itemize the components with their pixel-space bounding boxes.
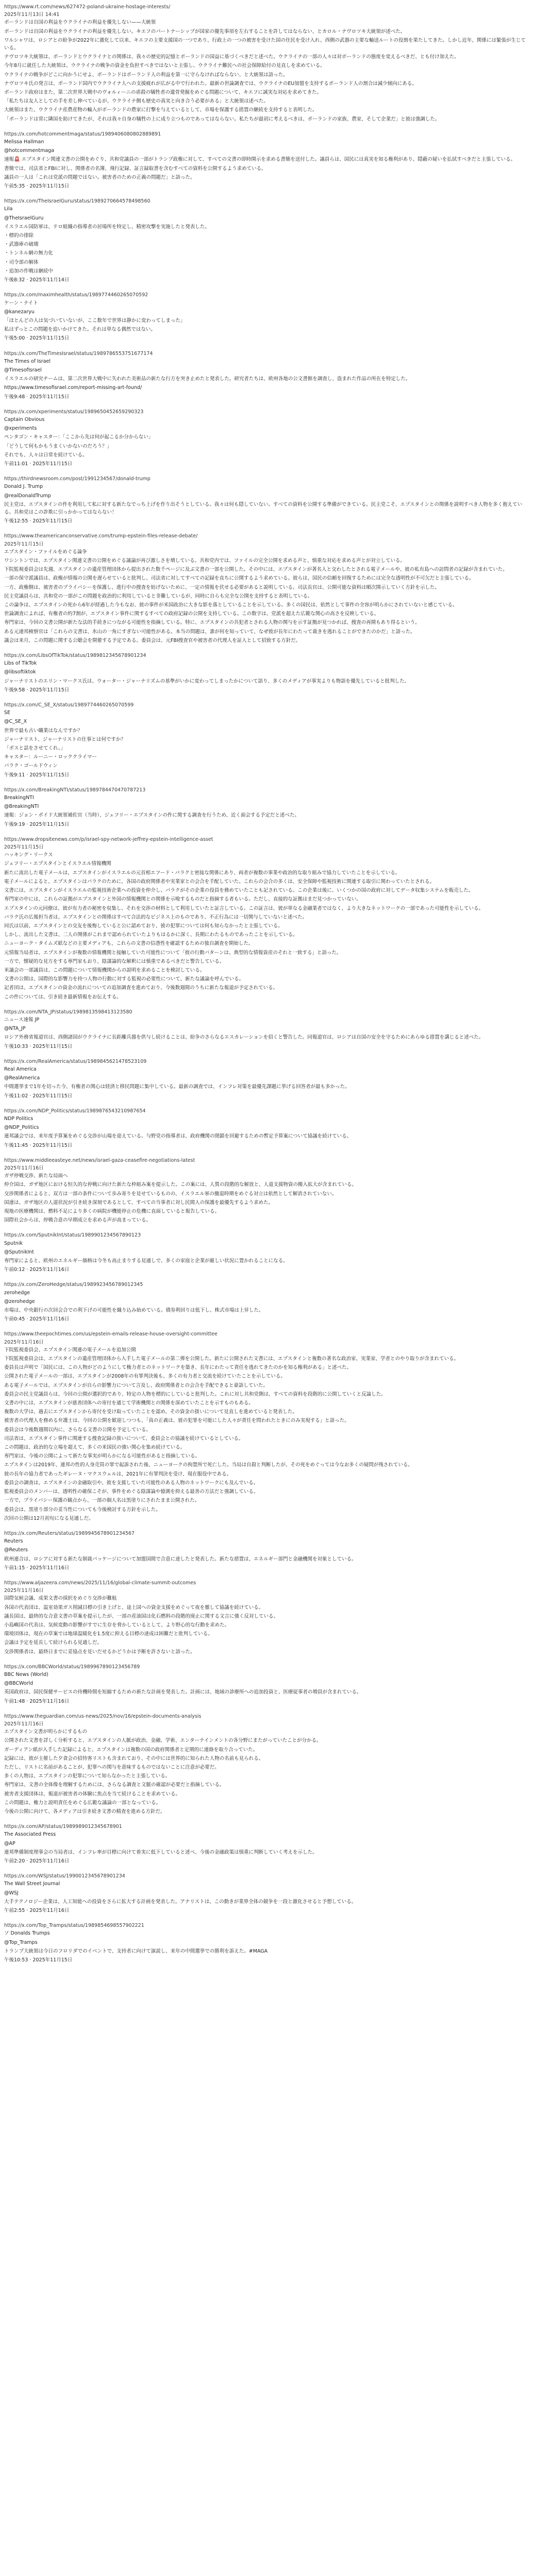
post-entry — [4, 408, 528, 468]
post-entry — [4, 197, 528, 284]
entry-paragraph: 大統領はまた、ウクライナ産農産物の輸入がポーランドの農家に打撃を与えているとして、市場を保護する措置の継続を支持すると表明した。 — [4, 107, 317, 113]
entry-paragraph: 午前0:45 · 2025年11月16日 — [4, 1316, 70, 1323]
entry-paragraph: ニューヨーク・タイムズ紙などの主要メディアも、これらの文書の信憑性を確認するための独自調査を開始した。 — [4, 941, 254, 947]
post-entry — [4, 532, 528, 645]
post-entry — [4, 1157, 528, 1225]
entry-paragraph: 環境団体は、現在の草案では地球温暖化を1.5度に抑える目標の達成は困難だと批判している。 — [4, 1631, 213, 1637]
entry-paragraph: @TimesofIsrael — [4, 367, 42, 373]
entry-paragraph: 専門家は、文書の全体像を理解するためには、さらなる調査と文脈の確認が必要だと指摘している。 — [4, 1782, 225, 1788]
entry-paragraph: 記録には、彼が主催した夕食会の招待客リストも含まれており、その中には世界的に知られた人物の名前も見られる。 — [4, 1755, 264, 1761]
entry-paragraph: 一部の保守派議員は、政権が情報の公開を遅らせていると批判し、司法省に対してすべての記録を直ちに公開するよう求めている。彼らは、国民の信頼を回復するためには完全な透明性が不可欠だと主張している。 — [4, 575, 474, 582]
entry-paragraph: ガーディアン紙が入手した記録によると、エプスタインは複数の国の政府関係者と定期的に連絡を取り合っていた。 — [4, 1747, 258, 1753]
entry-paragraph: この問題は、権力と説明責任をめぐる広範な議論の一部となっている。 — [4, 1800, 161, 1806]
entry-paragraph: Reuters — [4, 1538, 23, 1545]
entry-paragraph: 議会は来月、この問題に関する公聴会を開催する予定である。委員会は、元FBI捜査官や被害者の代理人を証人として招致する方針だ。 — [4, 637, 301, 643]
entry-paragraph: 専門家の中には、これらの証拠がエプスタインと外国の情報機関との関係を示唆するものだと指摘する者もいる。ただし、直接的な証拠はまだ見つかっていない。 — [4, 896, 361, 903]
entry-paragraph: ウクライナの戦争がどこに向かうにせよ、ポーランドはポーランド人の利益を第一に守らなければならない、と大統領は語った。 — [4, 72, 288, 78]
entry-paragraph: @libsoftiktok — [4, 669, 36, 675]
entry-paragraph: 民主党は、エプスタインの件を利用して私に対する新たなでっち上げを作り出そうとしている。我々は何も隠していない。すべての資料を公開する準備ができている。民主党こそ、エプスタインとの関係を説明すべき人物を多く抱えている。共和党はこの詐欺に引っかかってはならない！ — [4, 501, 523, 515]
entry-date: 2025年11月16日 — [4, 1588, 44, 1594]
entry-paragraph: 「ほとんどの人は気づいていないが、ここ数年で世界は静かに変わってしまった」 — [4, 317, 186, 324]
entry-paragraph: 司法省は、エプスタイン事件に関連する捜査記録の扱いについて、委員会との協議を続けているとしている。 — [4, 1435, 244, 1442]
entry-paragraph: 記者団は、エプスタインの資金の流れについての追加調査を進めており、今後数週間のうちに新たな報道が予定されている。 — [4, 985, 278, 991]
entry-paragraph: @NDP_Politics — [4, 1125, 39, 1131]
entry-paragraph: 市場は、中央銀行の次回会合での利下げの可能性を織り込み始めている。債券利回りは低下し、株式市場は上昇した。 — [4, 1308, 264, 1314]
post-entry — [4, 1281, 528, 1323]
entry-paragraph: 電子メールによると、エプスタインはバラクのために、各国の政府関係者や実業家との会合を手配していた。これらの会合の多くは、安全保障や監視技術に関連する取引に関わっていたとされる。 — [4, 878, 435, 885]
entry-paragraph: エプスタインは2019年、連邦の性的人身売買の罪で起訴された後、ニューヨークの拘置所で死亡した。当局は自殺と判断したが、その死をめぐっては今なお多くの疑問が残されている。 — [4, 1462, 413, 1468]
post-entry — [4, 836, 528, 1001]
entry-paragraph: 議長国は、最終的な合意文書の草案を提示したが、一部の産油国は化石燃料の段階的廃止に関する文言に強く反対している。 — [4, 1613, 279, 1619]
entry-paragraph: 現地の医療機関は、燃料不足により多くの病院が機能停止の危機に直面していると報告している。 — [4, 1209, 220, 1214]
entry-paragraph: この問題は、政治的な立場を超えて、多くの米国民の強い関心を集め続けている。 — [4, 1445, 186, 1451]
post-entry — [4, 475, 528, 525]
entry-paragraph: @xperiments — [4, 426, 37, 432]
entry-paragraph: BBC News (World) — [4, 1671, 48, 1677]
entry-paragraph: 今後の公開に向けて、各メディアは引き続き文書の精査を進める方針だ。 — [4, 1809, 165, 1815]
entry-paragraph: 「どうして何もかもうまくいかないのだろう？」 — [4, 443, 112, 449]
post-entry — [4, 291, 528, 342]
post-entry — [4, 701, 528, 779]
entry-paragraph: 同氏は以前、エプスタインとの交友を後悔していると公に認めており、彼の犯罪については何も知らなかったと主張している。 — [4, 923, 283, 929]
entry-paragraph: この件については、引き続き最新情報をお伝えする。 — [4, 994, 122, 1000]
entry-paragraph: 公開された電子メールの一部は、エプスタインが2008年の有罪判決後も、多くの有力者と交流を続けていたことを示している。 — [4, 1374, 286, 1380]
entry-paragraph: 米議会の一部議員は、この問題について情報機関からの説明を求めることを検討している。 — [4, 967, 205, 973]
entry-paragraph: 私はずっとこの問題を追いかけてきた。それは単なる偶然ではない。 — [4, 327, 156, 333]
entry-paragraph: 民主党議員らは、共和党の一部がこの問題を政治的に利用していると非難しているが、同時に自らも完全な公開を支持すると表明している。 — [4, 593, 313, 599]
entry-paragraph: 専門家は、今回の文書公開が新たな法的手続きにつながる可能性を指摘している。特に、エプスタインの共犯者とされる人物の関与を示す証拠が見つかれば、捜査の再開もあり得るという。 — [4, 620, 420, 626]
post-entry — [4, 652, 528, 694]
entry-paragraph: エプスタインの元同僚は、彼が有力者の秘密を収集し、それを交渉の材料として利用していたと証言している。この証言は、彼が単なる金融業者ではなく、より大きなネットワークの一部であった可能性を示している。 — [4, 905, 484, 911]
entry-paragraph: ポーランドは自国の利益をウクライナの利益を優先しない——大統領 — [4, 20, 156, 26]
entry-paragraph: 国連は、ガザ地区の人道状況が引き続き深刻であるとして、すべての当事者に対し民間人の保護を最優先するよう求めた。 — [4, 1199, 274, 1206]
entry-paragraph: エプスタイン・ファイルをめぐる論争 — [4, 549, 87, 555]
post-entry — [4, 350, 528, 401]
entry-paragraph: 速報：ジョン・ボイド大統領補佐官（当時）、ジェフリー・エプスタインの件に関する調査を行うため、近く面会する予定だと述べた。 — [4, 812, 300, 819]
entry-paragraph: Sputnik — [4, 1240, 23, 1246]
post-entry — [4, 1330, 528, 1522]
post-entry — [4, 1008, 528, 1050]
entry-paragraph: 午後11:02 · 2025年11月15日 — [4, 1093, 73, 1099]
entry-paragraph: 午後10:33 · 2025年11月15日 — [4, 1043, 73, 1049]
entry-paragraph: @hotcommentmaga — [4, 148, 55, 154]
entry-paragraph: @RealAmerica — [4, 1075, 40, 1081]
entry-paragraph: 複数の大学は、過去にエプスタインから寄付を受け取っていたことを認め、その資金の扱いについて見直しを進めていると発表した。 — [4, 1409, 297, 1415]
entry-paragraph: 新たに流出した電子メールは、エプスタインがイスラエルの元首相エフード・バラクと密接な関係にあり、両者が複数の事業や政治的な取り組みで協力していたことを示している。 — [4, 870, 400, 876]
entry-paragraph: ナヴロツキ氏の発言は、ポーランド国内でウクライナ人への支援疲れが広がる中で行われた。最新の世論調査では、ウクライナのEU加盟を支持するポーランド人の割合は減少傾向にある。 — [4, 80, 417, 87]
post-entry — [4, 1823, 528, 1865]
source-link[interactable]: https://x.com/WSJ/status/1990012345678901234 — [4, 1873, 125, 1879]
entry-paragraph: 被害者の代理人を務める弁護士は、今回の公開を歓迎しつつも、「真の正義は、彼の犯罪を可能にした人々が責任を問われたときにのみ実現する」と語った。 — [4, 1418, 349, 1424]
entry-paragraph: Captain Obvious — [4, 416, 45, 422]
entry-paragraph: @WSJ — [4, 1890, 19, 1896]
entry-paragraph: ・司令部の解体 — [4, 259, 39, 265]
entry-paragraph: @zerohedge — [4, 1298, 35, 1304]
entry-paragraph: ナヴロツキ大統領は、ポーランドとウクライナとの関係は、我々の歴史的記憶とポーランドの国益に基づくべきだと述べた。ウクライナの一部の人々は対ポーランドの態度を変えるべきだ、とも付け加えた。 — [4, 54, 459, 60]
entry-paragraph: 午前1:15 · 2025年11月16日 — [4, 1565, 70, 1571]
entry-paragraph: 委員長は声明で「国民には、この人物がどのようにして権力者とのネットワークを築き、長年にわたって責任を逃れてきたのかを知る権利がある」と述べた。 — [4, 1365, 352, 1371]
source-link[interactable]: https://x.com/maximhealth/status/1989774460265070592 — [4, 292, 148, 298]
entry-date: 2025年11月13日 14:41 — [4, 12, 60, 18]
entry-paragraph: 文書には、エプスタインがイスラエルの監視技術企業への投資を仲介し、バラクがその企業の役員を務めていたことも記されている。この企業は後に、いくつかの国の政府に対してデータ収集システムを販売した。 — [4, 888, 474, 894]
source-link[interactable]: https://x.com/BreakingNTI/status/1989784470470787213 — [4, 787, 146, 793]
entry-paragraph: 委員会は今後数週間以内に、さらなる文書の公開を予定している。 — [4, 1427, 152, 1433]
post-entry — [4, 1579, 528, 1656]
entry-paragraph: 小島嶼国の代表は、気候変動の影響がすでに生存を脅かしているとして、より野心的な行動を求めた。 — [4, 1622, 230, 1628]
source-link[interactable]: https://x.com/TheIsraelGuru/status/1989270664578498560 — [4, 198, 150, 205]
source-link[interactable]: https://x.com/Reuters/status/1989945678901234567 — [4, 1530, 135, 1536]
entry-date: 2025年11月16日 — [4, 1339, 44, 1345]
entry-paragraph: ただし、リストに名前があることが、犯罪への関与を意味するものではないことに注意が必要だ。 — [4, 1764, 220, 1770]
source-link[interactable]: https://www.theepochtimes.com/us/epstein-emails-release-house-oversight-committee — [4, 1331, 217, 1337]
entry-paragraph: 中間選挙まで1年を切った今、有権者の関心は経済と移民問題に集中している。最新の調査では、インフレ対策を最優先課題に挙げる回答者が最も多かった。 — [4, 1084, 350, 1090]
entry-paragraph: 会議は予定を延長して続けられる見通しだ。 — [4, 1640, 103, 1646]
entry-date: 2025年11月16日 — [4, 1721, 44, 1727]
source-link[interactable]: https://x.com/RealAmerica/status/1989845621478523109 — [4, 1058, 147, 1064]
entry-paragraph: 「私たちは友人としての手を差し伸べているが、ウクライナ側も歴史の真実と向き合う必要がある」と大統領は述べた。 — [4, 98, 269, 105]
entry-paragraph: 委員会の民主党議員らは、今回の公開が選択的であり、特定の人物を標的にしていると批判した。これに対し共和党側は、すべての資料を段階的に公開していくと反論した。 — [4, 1391, 386, 1397]
entry-paragraph: 監視委員会のメンバーは、透明性の確保こそが、事件をめぐる陰謀論や憶測を抑える最善の方法だと強調している。 — [4, 1489, 259, 1495]
entry-paragraph: ジャーナリストのエリン・マークス氏は、ウォーター・ジャーナリズムの基準がいかに変わってしまったかについて語り、多くのメディアが事実よりも物語を優先していると批判した。 — [4, 678, 410, 684]
entry-paragraph: 専門家は、今後の公開によって新たな事実が明らかになる可能性があると指摘している。 — [4, 1453, 200, 1460]
entry-paragraph: Real America — [4, 1066, 37, 1072]
entry-paragraph: 「ポーランドは常に隣国を助けてきたが、それは我々自身の犠牲の上に成り立つものであってはならない。私たちが最初に考えるべきは、ポーランドの家族、農家、そして企業だ」と彼は強調した。 — [4, 116, 440, 122]
entry-paragraph: 彼の長年の協力者であったギレーヌ・マクスウェルは、2021年に有罪判決を受け、現在服役中である。 — [4, 1471, 232, 1477]
entry-paragraph: トランプ大統領は今日のフロリダでのイベントで、支持者に向けて演説し、来年の中間選挙での勝利を訴えた。#MAGA — [4, 1948, 268, 1954]
source-link[interactable]: https://x.com/ZeroHedge/status/1989923456789012345 — [4, 1282, 143, 1288]
entry-list — [4, 3, 528, 1964]
entry-paragraph: The Associated Press — [4, 1832, 56, 1838]
entry-paragraph: zerohedge — [4, 1290, 30, 1296]
entry-paragraph: BreakingNTI — [4, 795, 34, 801]
source-link[interactable]: https://www.dropsitenews.com/p/israel-spy-network-jeffrey-epstein-intelligence-asset — [4, 836, 213, 842]
entry-paragraph: この論争は、エプスタインの死から6年が経過した今もなお、彼の事件が米国政治に大きな影を落としていることを示している。多くの国民は、依然として事件の全容が明らかにされていないと感じている。 — [4, 602, 458, 608]
entry-paragraph: 議員の一人は「これは党派の問題ではない。被害者のための正義の問題だ」と語った。 — [4, 174, 195, 180]
entry-paragraph: ガザ停戦交渉、新たな局面へ — [4, 1173, 68, 1179]
entry-paragraph: @AP — [4, 1840, 15, 1846]
entry-paragraph: @SputnikInt — [4, 1249, 35, 1255]
entry-paragraph: 国際気候会議、成果文書の採択をめぐり交渉が難航 — [4, 1596, 117, 1602]
entry-paragraph: 連邦議会では、来年度予算案をめぐる交渉が山場を迎えている。与野党の指導者は、政府機関の閉鎖を回避するための暫定予算案について協議を続けている。 — [4, 1133, 352, 1140]
post-entry — [4, 130, 528, 190]
entry-paragraph: それでも、人々は日常を続けている。 — [4, 452, 88, 458]
entry-paragraph: イスラエル国防軍は、テロ組織の指導者の居場所を特定し、精密攻撃を実施したと発表した。 — [4, 224, 210, 230]
entry-paragraph: 午前2:20 · 2025年11月16日 — [4, 1858, 70, 1865]
source-link[interactable]: https://thirdnewsroom.com/post/1991234567/donald-trump — [4, 476, 150, 482]
entry-paragraph: 午後10:53 · 2025年11月15日 — [4, 1957, 73, 1963]
entry-paragraph: 世界で最も古い職業はなんですか？ — [4, 727, 83, 734]
entry-paragraph: @BBCWorld — [4, 1681, 34, 1687]
entry-paragraph: ある電子メールでは、エプスタインが自らの影響力について言及し、政府関係者との会合を手配できると豪語していた。 — [4, 1382, 269, 1388]
entry-paragraph: 午後5:00 · 2025年11月15日 — [4, 335, 70, 342]
entry-paragraph: ジャーナリスト、ジャーナリストの仕事とは何ですか？ — [4, 736, 126, 742]
source-link[interactable]: https://www.theguardian.com/us-news/2025/nov/16/epstein-documents-analysis — [4, 1713, 202, 1719]
entry-paragraph: 午前1:48 · 2025年11月16日 — [4, 1698, 70, 1704]
source-link[interactable]: https://x.com/LibsOfTikTok/status/1989812345678901234 — [4, 653, 146, 659]
post-entry — [4, 1058, 528, 1100]
entry-paragraph: 今年8月に就任した大統領は、ウクライナの戦争の資金を負担すべきではないと主張し、ウクライナ難民への社会保障給付の見直しを求めている。 — [4, 63, 325, 69]
source-link[interactable]: https://x.com/NDP_Politics/status/1989876543210987654 — [4, 1108, 146, 1114]
entry-paragraph: ジェフリー・エプスタインとイスラエル情報機関 — [4, 861, 111, 867]
entry-paragraph: 連邦準備制度理事会の当局者は、インフレ率が目標に向けて着実に低下していると述べ、今後の金融政策は慎重に判断していく考えを示した。 — [4, 1849, 317, 1855]
entry-paragraph: 欧州連合は、ロシアに対する新たな制裁パッケージについて加盟国間で合意に達したと発表した。新たな措置は、エネルギー部門と金融機関を対象としている。 — [4, 1556, 357, 1562]
entry-paragraph: バラク・ゴールドウィン — [4, 763, 58, 769]
entry-paragraph: 一方で、懐疑的な見方をする専門家もおり、陰謀論的な解釈には慎重であるべきだと警告している。 — [4, 958, 225, 964]
entry-paragraph: 午前11:01 · 2025年11月15日 — [4, 461, 73, 467]
entry-paragraph: ケーン・ナイト — [4, 300, 38, 306]
post-entry — [4, 1107, 528, 1149]
entry-paragraph: ニュース速報 JP — [4, 1016, 40, 1023]
post-entry — [4, 1872, 528, 1914]
entry-paragraph: The Times of Israel — [4, 358, 51, 364]
entry-paragraph: https://www.timesofisrael.com/report-missing-art-found/ — [4, 385, 142, 391]
entry-paragraph: 一方、政権側は、被害者のプライバシーを保護し、進行中の捜査を妨げないために、一定の情報を伏せる必要があると説明している。司法長官は、公開可能な資料は順次開示していく方針を示した。 — [4, 584, 440, 590]
entry-paragraph: バラク氏の広報担当者は、エプスタインとの関係はすべて合法的なビジネス上のものであり、不正行為には一切関与していないと述べた。 — [4, 914, 307, 920]
source-link[interactable]: https://x.com/AP/status/1989989012345678901 — [4, 1824, 122, 1830]
entry-paragraph: @BreakingNTI — [4, 804, 39, 810]
entry-paragraph: 午前5:35 · 2025年11月15日 — [4, 183, 70, 190]
entry-paragraph: SE — [4, 710, 11, 716]
entry-paragraph: 各国の代表団は、温室効果ガス削減目標の引き上げと、途上国への資金支援をめぐって夜を徹して協議を続けている。 — [4, 1604, 264, 1611]
entry-paragraph: イスラエルの研究チームは、第二次世界大戦中に失われた美術品の新たな行方を突き止めたと発表した。研究者たちは、欧州各地の公文書館を調査し、盗まれた作品の所在を特定した。 — [4, 376, 411, 382]
post-entry — [4, 786, 528, 828]
entry-paragraph: 速報🚨 エプスタイン関連文書の公開をめぐり、共和党議員の一部がトランプ政権に対して、すべての文書の即時開示を求める書簡を送付した。議員らは、国民には真実を知る権利があり、隠蔽の疑いを払拭すべきだと主張している。 — [4, 157, 516, 163]
entry-paragraph: 下院監視委員会、エプスタイン関連の電子メールを追加公開 — [4, 1347, 136, 1353]
entry-paragraph: ワルシャワは、ロシアとの紛争が2022年に激化して以来、キエフの主要支援国の一つであり、行政上の一つの被害を受けた国の住民を受け入れ、西側の武器の主要な輸送ルートの役割を果たしてきた。しかし近年、関係には緊張が生じている。 — [4, 37, 526, 52]
entry-paragraph: ・標的の排除 — [4, 233, 34, 239]
post-entry — [4, 1663, 528, 1705]
post-entry — [4, 1922, 528, 1964]
source-link[interactable]: https://x.com/TheTimesIsrael/status/1989786553751677174 — [4, 350, 153, 357]
entry-paragraph: @Reuters — [4, 1547, 28, 1553]
entry-paragraph: 下院監視委員会は先週、エプスタインの遺産管理団体から提出された数千ページに及ぶ文書の一部を公開した。その中には、エプスタインが著名人と交わしたとされる電子メールや、彼の私有島への訪問者の記録が含まれていた。 — [4, 567, 508, 573]
entry-paragraph: 午後9:58 · 2025年11月15日 — [4, 687, 70, 693]
entry-paragraph: 午後12:55 · 2025年11月15日 — [4, 518, 73, 524]
entry-paragraph: ワシントンでは、エプスタイン関連文書の公開をめぐる議論が再び激しさを増している。共和党内では、ファイルの完全公開を求める声と、慎重な対応を求める声とが対立している。 — [4, 557, 406, 564]
entry-paragraph: 専門家によると、欧州のエネルギー価格は今冬も高止まりする見通しで、多くの家庭と企業が厳しい状況に置かれることになる。 — [4, 1258, 288, 1264]
entry-paragraph: 大手テクノロジー企業は、人工知能への投資をさらに拡大する計画を発表した。アナリストは、この動きが業界全体の競争を一段と激化させると予想している。 — [4, 1899, 357, 1905]
entry-paragraph: 午前2:55 · 2025年11月16日 — [4, 1908, 70, 1914]
entry-paragraph: ハッキング・リークス — [4, 852, 53, 858]
entry-paragraph: ・追加の作戦は継続中 — [4, 268, 54, 274]
source-link[interactable]: https://x.com/xperiments/status/1989650452659290323 — [4, 409, 144, 415]
post-entry — [4, 1231, 528, 1274]
entry-paragraph: @NTA_JP — [4, 1026, 26, 1032]
entry-paragraph: 文書の公開は、国際的な影響力を持つ人物の行動に対する監視の必要性について、新たな議論を呼んでいる。 — [4, 976, 244, 982]
entry-paragraph: 公開された文書を詳しく分析すると、エプスタインの人脈が政治、金融、学術、エンターテインメントの各分野にまたがっていたことが分かる。 — [4, 1738, 322, 1744]
entry-paragraph: @kanezaryu — [4, 309, 35, 315]
entry-paragraph: ペンタゴン・キャスター：「ここから先は何が起こるか分からない」 — [4, 434, 154, 440]
entry-paragraph: @Top_Tramps — [4, 1939, 38, 1945]
source-link[interactable]: https://www.rt.com/news/627472-poland-ukraine-hostage-interests/ — [4, 4, 171, 10]
entry-paragraph: @realDonaldTrump — [4, 493, 51, 499]
entry-paragraph: ある元連邦検察官は「これらの文書は、氷山の一角にすぎない可能性がある。本当の問題は、誰が何を知っていて、なぜ彼が長年にわたって裁きを逃れることができたのかだ」と語った。 — [4, 629, 415, 635]
entry-paragraph: 午後9:19 · 2025年11月15日 — [4, 821, 70, 827]
entry-paragraph: 交渉関係者は、最終日までに妥協点を見いだせるかどうかは予断を許さないと語った。 — [4, 1649, 195, 1655]
source-link[interactable]: https://www.middleeasteye.net/news/israel-gaza-ceasefire-negotiations-latest — [4, 1157, 195, 1163]
entry-paragraph: NDP Politics — [4, 1115, 34, 1122]
post-entry — [4, 1530, 528, 1572]
entry-paragraph: 書簡では、司法省とFBIに対し、関係者の名簿、飛行記録、証言録取書を含むすべての資料を公開するよう求めている。 — [4, 165, 266, 172]
entry-paragraph: 国際社会からは、停戦合意の早期成立を求める声が高まっている。 — [4, 1217, 152, 1224]
entry-paragraph: 交渉関係者によると、双方は一部の条件について歩み寄りを見せているものの、イスラエル軍の撤退時期をめぐる対立は依然として解消されていない。 — [4, 1191, 337, 1197]
entry-paragraph: ロシア外務省報道官は、西側諸国がウクライナに長距離兵器を供与し続けることは、紛争のさらなるエスカレーションを招くと警告した。同報道官は、ロシアは自国の安全を守るためにあらゆる措置を講じると述べた。 — [4, 1035, 484, 1041]
entry-paragraph: ソ Donalds Trumps — [4, 1930, 50, 1937]
source-link[interactable]: https://x.com/C_SE_X/status/1989774460265070599 — [4, 702, 134, 708]
entry-date: 2025年11月15日 — [4, 541, 44, 547]
post-entry — [4, 3, 528, 123]
post-entry — [4, 1713, 528, 1816]
entry-paragraph: ・武器庫の破壊 — [4, 242, 39, 248]
entry-paragraph: 次回の公開は12月初旬になる見通しだ。 — [4, 1515, 94, 1521]
entry-paragraph: 午後9:48 · 2025年11月15日 — [4, 394, 70, 400]
entry-paragraph: ポーランド政府はまた、第二次世界大戦中のヴォルィーニの虐殺の犠牲者の遺骨発掘をめぐる問題について、キエフに誠実な対応を求めてきた。 — [4, 90, 322, 96]
entry-paragraph: Lila — [4, 206, 13, 212]
entry-paragraph: 下院監視委員会は、エプスタインの遺産管理団体から入手した電子メールの第二弾を公開した。新たに公開された文書には、エプスタインと複数の著名な政治家、実業家、学者とのやり取りが含まれている。 — [4, 1356, 459, 1362]
entry-paragraph: 午後11:45 · 2025年11月15日 — [4, 1142, 73, 1148]
entry-paragraph: 委員会の調査は、エプスタインの金融取引や、彼を支援していた可能性のある人物のネットワークにも及んでいる。 — [4, 1480, 259, 1486]
entry-paragraph: 「ボスと話をさせてくれ。」 — [4, 745, 66, 752]
entry-paragraph: 多くの人物は、エプスタインの犯罪について知らなかったと主張している。 — [4, 1773, 171, 1780]
entry-paragraph: しかし、流出した文書は、二人の関係がこれまで認められていたよりもはるかに深く、長期にわたるものであったことを示している。 — [4, 932, 298, 938]
entry-paragraph: @C_SE_X — [4, 719, 27, 725]
entry-paragraph: Libs of TikTok — [4, 660, 37, 667]
entry-paragraph: 一方で、プライバシー保護の観点から、一部の個人名は黒塗りにされたまま公開された。 — [4, 1498, 200, 1504]
entry-paragraph: ポーランドは自国の利益をウクライナの利益を優先しない。キエフのパートナーシップが国家の優先事項を左右することを許してはならない、とカロル・ナヴロツキ大統領が述べた。 — [4, 28, 406, 35]
entry-paragraph: 仲介国は、ガザ地区における恒久的な停戦に向けた新たな枠組み案を提示した。この案には、人質の段階的な解放と、人道支援物資の搬入拡大が含まれている。 — [4, 1182, 357, 1188]
entry-paragraph: @TheIsraelGuru — [4, 215, 44, 221]
entry-paragraph: 世論調査によれば、有権者の約7割が、エプスタイン事件に関するすべての政府記録の公開を支持している。この数字は、党派を超えた広範な関心の高さを反映している。 — [4, 611, 379, 617]
entry-paragraph: 委員会は、黒塗り部分の妥当性についても今後検討する方針を示した。 — [4, 1506, 161, 1513]
entry-paragraph: 午前0:12 · 2025年11月16日 — [4, 1267, 70, 1273]
source-link[interactable]: https://x.com/hotcommentmaga/status/1989406080802889891 — [4, 131, 161, 137]
entry-paragraph: 英国政府は、国民保健サービスの待機時間を短縮するための新たな計画を発表した。計画には、地域の診療所への追加投資と、医療従事者の増員が含まれている。 — [4, 1689, 362, 1696]
source-link[interactable]: https://x.com/NTA_JP/status/1989813598413123580 — [4, 1009, 132, 1015]
source-link[interactable]: https://www.theamericanconservative.com/trump-epstein-files-release-debate/ — [4, 533, 198, 539]
entry-paragraph: The Wall Street Journal — [4, 1881, 60, 1887]
entry-paragraph: Donald J. Trump — [4, 484, 43, 490]
entry-paragraph: 午後9:11 · 2025年11月15日 — [4, 772, 70, 778]
entry-paragraph: キャスター：ルーニー・ロッククライマー — [4, 754, 97, 760]
source-link[interactable]: https://x.com/Top_Tramps/status/1989854698557902221 — [4, 1923, 144, 1929]
entry-date: 2025年11月16日 — [4, 1165, 44, 1171]
entry-date: 2025年11月15日 — [4, 844, 44, 851]
entry-paragraph: Melissa Hallman — [4, 139, 44, 145]
entry-paragraph: 被害者支援団体は、報道が被害者の体験に焦点を当て続けることを求めている。 — [4, 1791, 181, 1797]
source-link[interactable]: https://x.com/BBCWorld/status/1989967890123456789 — [4, 1664, 140, 1670]
source-link[interactable]: https://www.aljazeera.com/news/2025/11/16/global-climate-summit-outcomes — [4, 1580, 196, 1586]
entry-paragraph: ・トンネル網の無力化 — [4, 250, 53, 257]
entry-paragraph: 午後8:32 · 2025年11月14日 — [4, 277, 70, 283]
entry-paragraph: 元情報当局者は、エプスタインが複数の情報機関と接触していた可能性について「彼の行動パターンは、典型的な情報資産のそれと一致する」と語った。 — [4, 950, 342, 956]
entry-paragraph: 文書の中には、エプスタインが慈善団体への寄付を通じて学術機関との関係を深めていたことを示すものもある。 — [4, 1400, 254, 1406]
entry-paragraph: エプスタイン文書が明らかにするもの — [4, 1729, 87, 1735]
source-link[interactable]: https://x.com/SputnikInt/status/1989901234567890123 — [4, 1232, 141, 1239]
